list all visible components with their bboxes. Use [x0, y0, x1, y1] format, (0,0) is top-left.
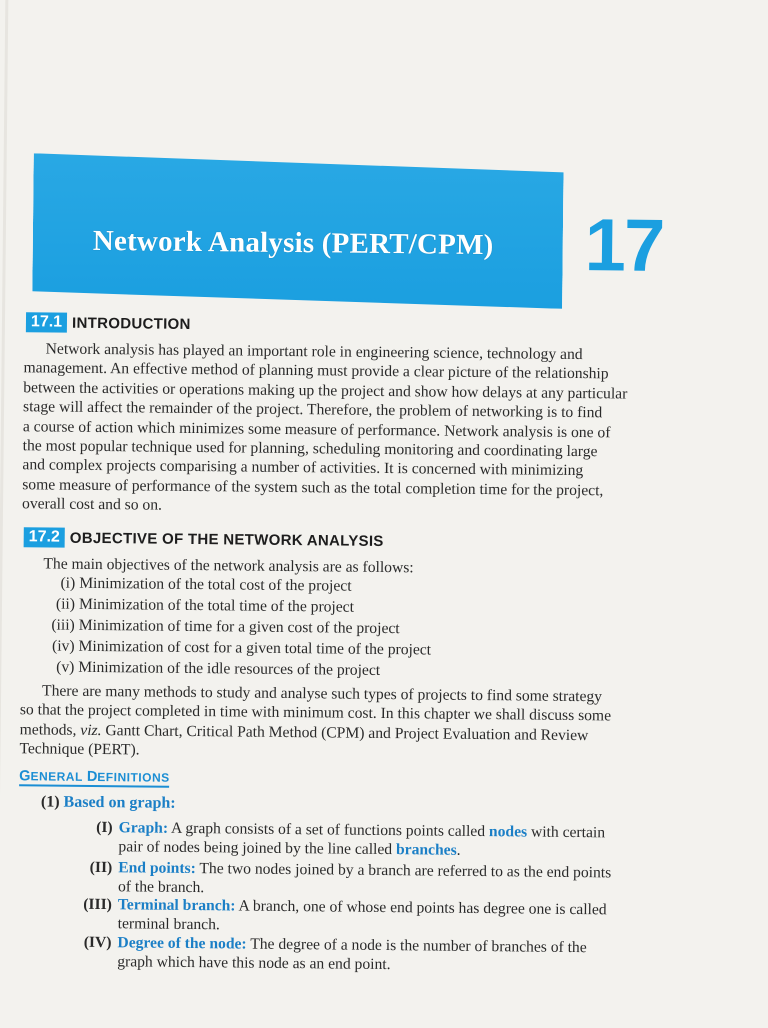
list-item: (v) Minimization of the idle resources of the project — [56, 658, 381, 679]
definition-item-terminal-branch: (III) Terminal branch: A branch, one of whose end points has degree one is called terminal branch. — [83, 895, 607, 933]
section-heading-objective — [24, 526, 384, 552]
section-number: 17.1 — [26, 312, 67, 332]
para-line: so that the project completed in time with minimum cost. In this chapter we shall discuss some — [19, 701, 612, 725]
section-title: INTRODUCTION — [72, 314, 191, 333]
objectives-list — [38, 574, 699, 686]
introduction-paragraph — [22, 339, 700, 521]
section-heading-introduction — [26, 311, 191, 335]
para-line: the most popular technique used for planning, scheduling monitoring and coordinating large — [22, 437, 598, 461]
para-line: between the activities or operations making up the project and show how delays at any particular — [23, 379, 628, 403]
chapter-number: 17 — [584, 203, 664, 287]
objective-lead: The main objectives of the network analysis are as follows: — [43, 555, 414, 577]
para-line: a course of action which minimizes some measure of performance. Network analysis is one of — [22, 417, 611, 441]
para-line: management. An effective method of planning must provide a clear picture of the relationship — [23, 359, 609, 383]
definition-item-graph: (I) Graph: A graph consists of a set of functions points called nodes with certain pair of nodes being joined by the line called branches. — [96, 819, 606, 859]
general-definitions-heading: GENERAL DEFINITIONS — [19, 768, 170, 788]
section-number: 17.2 — [24, 527, 65, 547]
section-title: OBJECTIVE OF THE NETWORK ANALYSIS — [69, 529, 384, 550]
definition-group-title: (1) Based on graph: — [40, 793, 176, 812]
chapter-title: Network Analysis (PERT/CPM) — [92, 224, 494, 262]
list-item: (i) Minimization of the total cost of the project — [60, 574, 352, 595]
para-line: and complex projects comparising a number of activities. It is concerned with minimizing — [22, 456, 584, 480]
list-item: (iii) Minimization of time for a given cost of the project — [51, 616, 400, 638]
para-line: methods, viz. Gantt Chart, Critical Path Method (CPM) and Project Evaluation and Review — [19, 721, 589, 744]
definition-item-end-points: (II) End points: The two nodes joined by a branch are referred to as the end points of the branch. — [89, 858, 612, 896]
para-line: overall cost and so on. — [21, 495, 163, 514]
methods-paragraph — [19, 681, 696, 766]
para-line: There are many methods to study and analyse such types of projects to find some strategy — [42, 682, 603, 706]
para-line: some measure of performance of the system such as the total completion time for the project, — [22, 476, 604, 500]
list-item: (iv) Minimization of cost for a given total time of the project — [51, 637, 432, 659]
para-line: stage will affect the remainder of the project. Therefore, the problem of networking is to find — [22, 398, 603, 422]
definition-item-degree-of-node: (IV) Degree of the node: The degree of a node is the number of branches of the graph which have this node as an end point. — [83, 933, 587, 973]
list-item: (ii) Minimization of the total time of the project — [55, 595, 355, 616]
scan-edge — [0, 0, 8, 1020]
para-line: Technique (PERT). — [19, 740, 140, 759]
para-line: Network analysis has played an important role in engineering science, technology and — [45, 340, 583, 364]
